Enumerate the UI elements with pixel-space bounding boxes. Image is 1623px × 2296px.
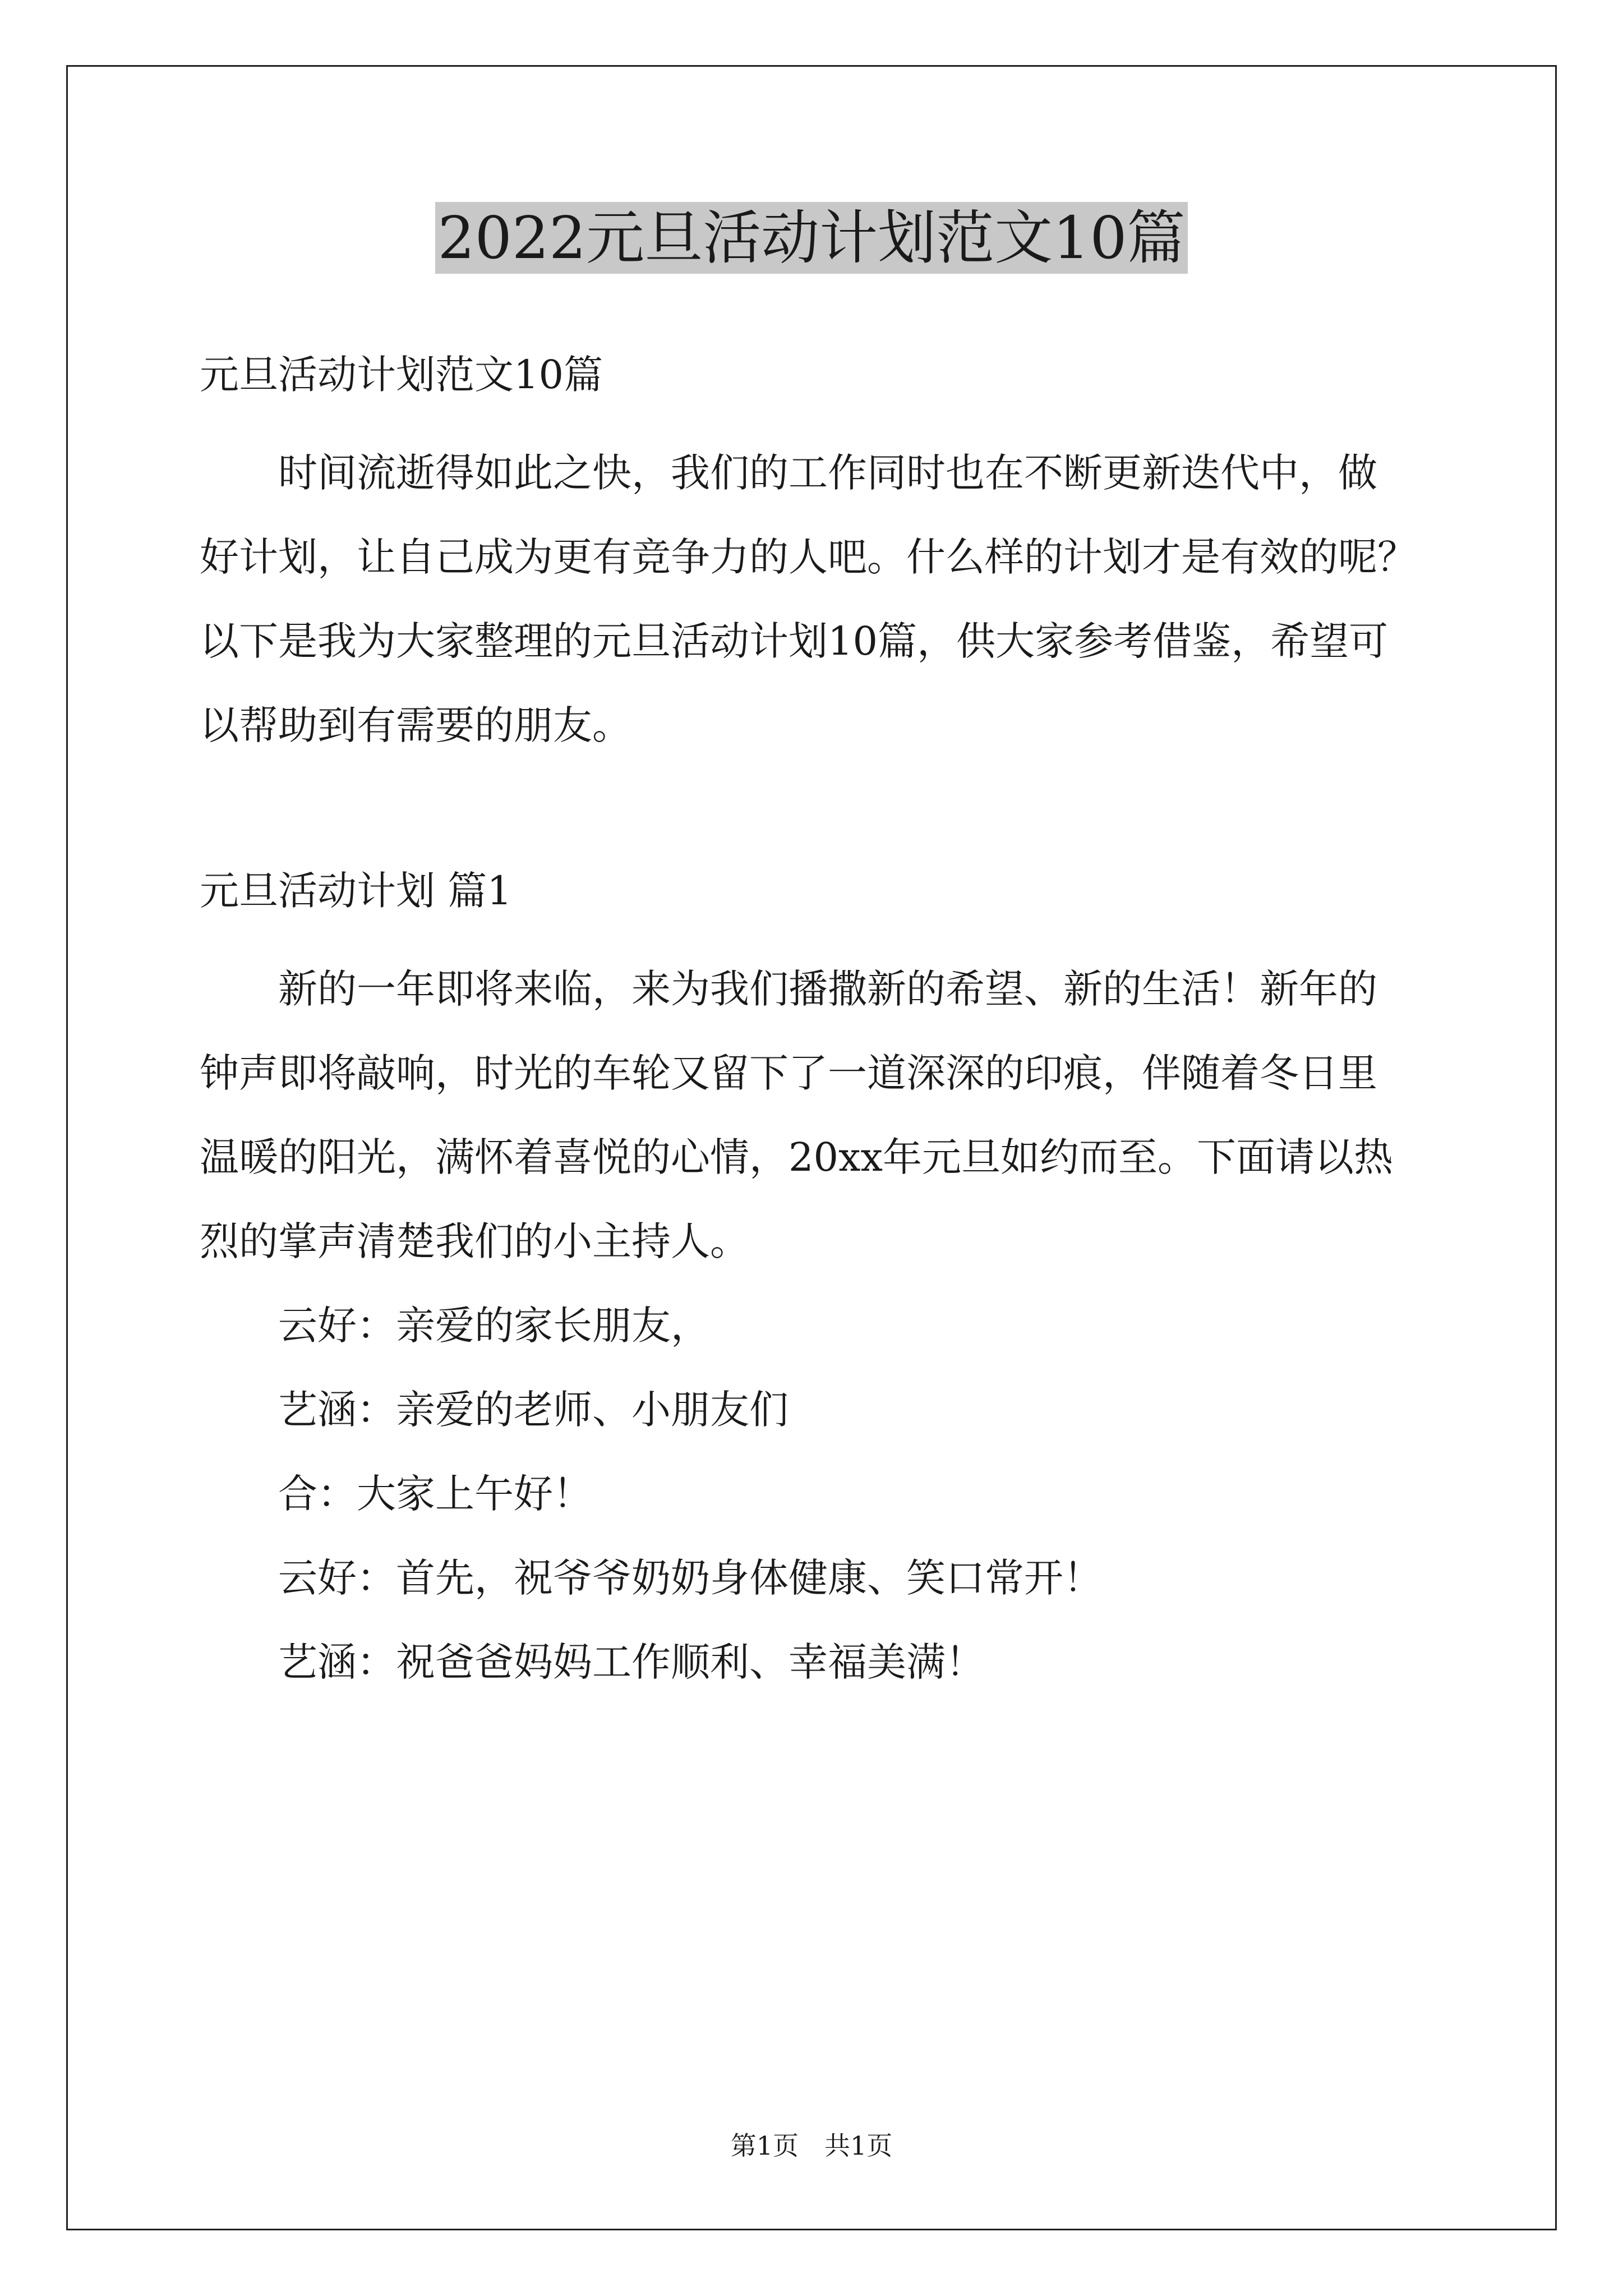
section-line: 新的一年即将来临，来为我们播撒新的希望、新的生活！新年的	[278, 966, 1377, 1012]
dialog-list	[200, 1283, 1433, 1704]
dialog-line: 艺涵：祝爸爸妈妈工作顺利、幸福美满！	[278, 1639, 985, 1685]
section-line: 钟声即将敲响，时光的车轮又留下了一道深深的印痕，伴随着冬日里	[200, 1050, 1377, 1096]
intro-line: 以下是我为大家整理的元旦活动计划10篇，供大家参考借鉴，希望可	[200, 618, 1389, 664]
section-line: 烈的掌声清楚我们的小主持人。	[200, 1218, 749, 1264]
intro-line: 以帮助到有需要的朋友。	[200, 702, 631, 748]
intro-line: 好计划，让自己成为更有竞争力的人吧。什么样的计划才是有效的呢？	[200, 534, 1417, 580]
document-subtitle: 元旦活动计划范文10篇	[200, 352, 603, 398]
title-container	[0, 202, 1623, 274]
document-body	[200, 337, 1433, 1704]
intro-paragraph	[200, 431, 1433, 767]
dialog-line: 艺涵：亲爱的老师、小朋友们	[278, 1387, 789, 1433]
intro-line: 时间流逝得如此之快，我们的工作同时也在不断更新迭代中，做	[278, 450, 1377, 496]
section-heading: 元旦活动计划 篇1	[200, 868, 512, 914]
dialog-line: 云好：首先，祝爷爷奶奶身体健康、笑口常开！	[278, 1555, 1103, 1601]
document-title: 2022元旦活动计划范文10篇	[435, 202, 1187, 274]
dialog-line: 云好：亲爱的家长朋友，	[278, 1303, 710, 1349]
dialog-line: 合：大家上午好！	[278, 1471, 592, 1517]
section-paragraph	[200, 947, 1433, 1283]
section-line: 温暖的阳光，满怀着喜悦的心情，20xx年元旦如约而至。下面请以热	[200, 1134, 1394, 1180]
page-footer: 第1页 共1页	[730, 2131, 893, 2161]
